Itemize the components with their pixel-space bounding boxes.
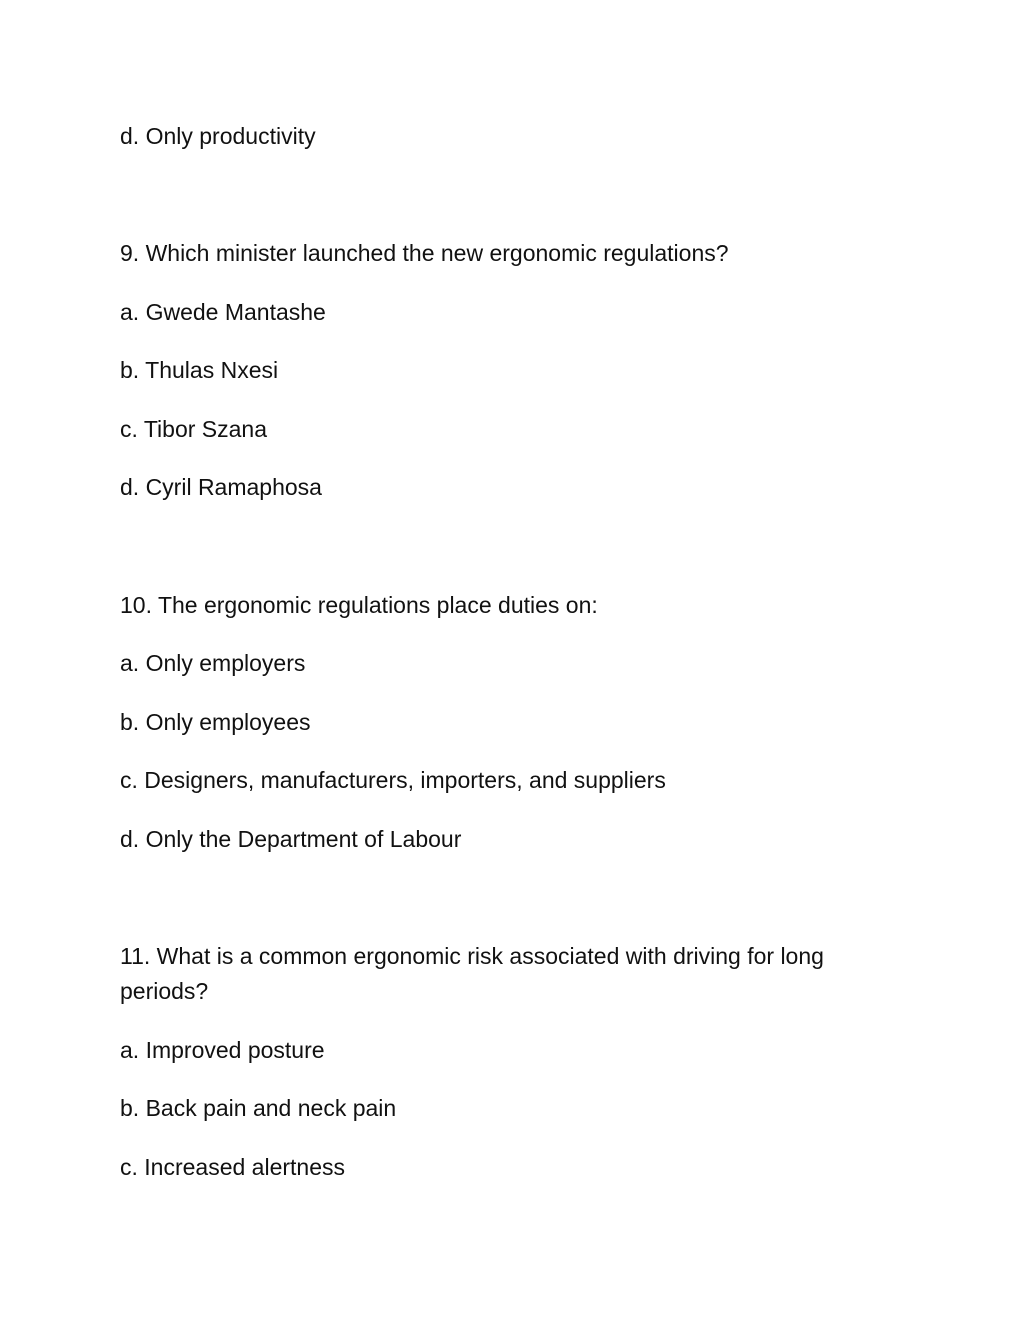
question-9: 9. Which minister launched the new ergonomic regulations? — [120, 240, 729, 266]
q9-option-a: a. Gwede Mantashe — [120, 299, 326, 325]
q11-option-b: b. Back pain and neck pain — [120, 1095, 397, 1121]
q9-option-d: d. Cyril Ramaphosa — [120, 474, 322, 500]
q9-option-c: c. Tibor Szana — [120, 416, 268, 442]
question-11: 11. What is a common ergonomic risk associated with driving for long periods? — [120, 943, 824, 1004]
question-10: 10. The ergonomic regulations place duties on: — [120, 592, 598, 618]
q11-option-c: c. Increased alertness — [120, 1154, 346, 1180]
q9-option-b: b. Thulas Nxesi — [120, 357, 279, 383]
q10-option-a: a. Only employers — [120, 650, 306, 676]
q10-option-b: b. Only employees — [120, 709, 311, 735]
q10-option-c: c. Designers, manufacturers, importers, and suppliers — [120, 767, 666, 793]
option-prev-d: d. Only productivity — [120, 123, 316, 149]
q10-option-d: d. Only the Department of Labour — [120, 826, 462, 852]
q11-option-a: a. Improved posture — [120, 1037, 325, 1063]
